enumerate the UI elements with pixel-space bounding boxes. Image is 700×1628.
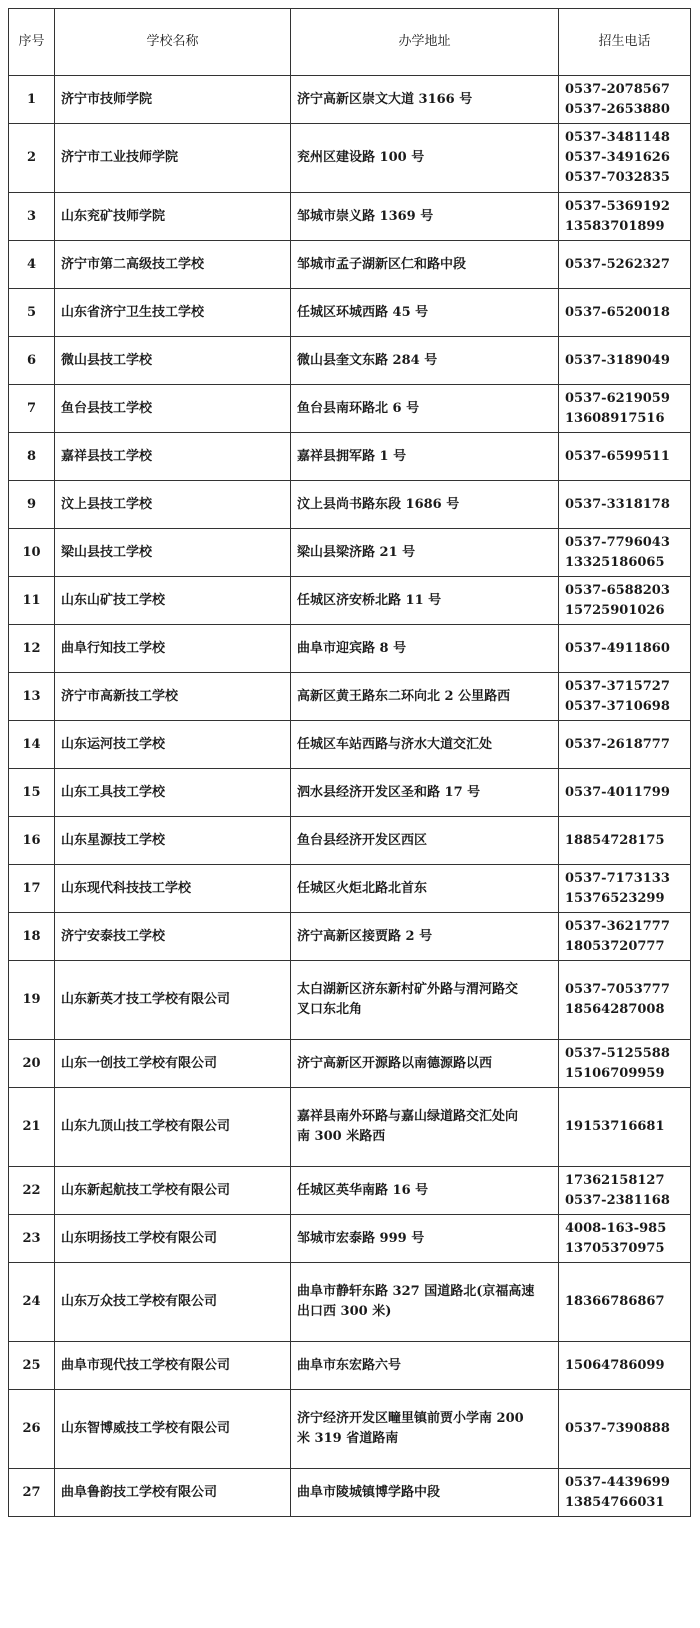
- cell-school-name: 曲阜行知技工学校: [55, 625, 291, 673]
- cell-address: [291, 865, 559, 913]
- phone-number: 0537-4911860: [565, 640, 670, 656]
- cell-address: [291, 529, 559, 577]
- cell-address: [291, 817, 559, 865]
- cell-address: [291, 1342, 559, 1390]
- phone-number: 0537-3715727: [565, 678, 670, 694]
- address-line: 济宁经济开发区疃里镇前贾小学南 200: [297, 1411, 524, 1426]
- cell-phone: [559, 721, 691, 769]
- cell-school-name: 嘉祥县技工学校: [55, 433, 291, 481]
- cell-no: 12: [9, 625, 55, 673]
- table-row: [9, 769, 691, 817]
- address-line: 任城区火炬北路北首东: [297, 880, 428, 896]
- cell-address: [291, 481, 559, 529]
- phone-number: 13325186065: [565, 554, 665, 570]
- cell-school-name: 山东省济宁卫生技工学校: [55, 289, 291, 337]
- table-row: [9, 1040, 691, 1088]
- address-line: 曲阜市东宏路六号: [297, 1357, 402, 1373]
- phone-number: 0537-2381168: [565, 1192, 670, 1208]
- cell-address: [291, 721, 559, 769]
- cell-school-name: 鱼台县技工学校: [55, 385, 291, 433]
- address-line: 米 319 省道路南: [297, 1431, 399, 1446]
- table-row: [9, 577, 691, 625]
- address-line: 太白湖新区济东新村矿外路与渭河路交: [297, 982, 519, 997]
- cell-no: 9: [9, 481, 55, 529]
- cell-address: [291, 1263, 559, 1342]
- school-table: [8, 8, 691, 1517]
- cell-school-name: 山东兖矿技师学院: [55, 193, 291, 241]
- table-row: [9, 961, 691, 1040]
- phone-number: 0537-2618777: [565, 736, 670, 752]
- address-line: 邹城市孟子湖新区仁和路中段: [297, 256, 467, 272]
- cell-phone: [559, 124, 691, 193]
- cell-address: [291, 76, 559, 124]
- cell-phone: [559, 577, 691, 625]
- phone-number: 15106709959: [565, 1065, 665, 1081]
- address-line: 邹城市崇义路 1369 号: [297, 208, 434, 224]
- cell-phone: [559, 337, 691, 385]
- address-line: 济宁高新区崇文大道 3166 号: [297, 91, 473, 107]
- cell-phone: [559, 865, 691, 913]
- cell-school-name: 济宁市技师学院: [55, 76, 291, 124]
- table-row: [9, 529, 691, 577]
- cell-address: [291, 433, 559, 481]
- table-row: [9, 1215, 691, 1263]
- phone-number: 4008-163-985: [565, 1220, 667, 1236]
- cell-address: [291, 673, 559, 721]
- phone-number: 0537-3621777: [565, 918, 670, 934]
- cell-phone: [559, 673, 691, 721]
- cell-address: [291, 1167, 559, 1215]
- cell-address: [291, 289, 559, 337]
- cell-phone: [559, 241, 691, 289]
- cell-no: 25: [9, 1342, 55, 1390]
- phone-number: 15725901026: [565, 602, 665, 618]
- table-row: [9, 1390, 691, 1469]
- cell-address: [291, 1469, 559, 1517]
- cell-address: [291, 769, 559, 817]
- cell-school-name: 山东新起航技工学校有限公司: [55, 1167, 291, 1215]
- cell-phone: [559, 433, 691, 481]
- phone-number: 18366786867: [565, 1294, 665, 1309]
- table-row: [9, 433, 691, 481]
- cell-address: [291, 124, 559, 193]
- table-row: [9, 865, 691, 913]
- cell-no: 8: [9, 433, 55, 481]
- cell-no: 18: [9, 913, 55, 961]
- cell-no: 26: [9, 1390, 55, 1469]
- phone-number: 17362158127: [565, 1172, 665, 1188]
- cell-address: [291, 193, 559, 241]
- address-line: 汶上县尚书路东段 1686 号: [297, 496, 460, 512]
- cell-no: 7: [9, 385, 55, 433]
- cell-school-name: 山东星源技工学校: [55, 817, 291, 865]
- address-line: 任城区英华南路 16 号: [297, 1182, 429, 1198]
- cell-school-name: 济宁市高新技工学校: [55, 673, 291, 721]
- cell-no: 23: [9, 1215, 55, 1263]
- address-line: 曲阜市迎宾路 8 号: [297, 640, 407, 656]
- phone-number: 0537-7173133: [565, 870, 670, 886]
- phone-number: 0537-3710698: [565, 698, 670, 714]
- cell-school-name: 山东明扬技工学校有限公司: [55, 1215, 291, 1263]
- phone-number: 0537-2653880: [565, 101, 670, 117]
- table-row: [9, 673, 691, 721]
- cell-school-name: 山东运河技工学校: [55, 721, 291, 769]
- address-line: 邹城市宏泰路 999 号: [297, 1230, 425, 1246]
- phone-number: 18564287008: [565, 1002, 665, 1017]
- cell-no: 2: [9, 124, 55, 193]
- cell-no: 5: [9, 289, 55, 337]
- cell-no: 27: [9, 1469, 55, 1517]
- cell-school-name: 曲阜市现代技工学校有限公司: [55, 1342, 291, 1390]
- cell-address: [291, 1390, 559, 1469]
- cell-phone: [559, 529, 691, 577]
- cell-school-name: 梁山县技工学校: [55, 529, 291, 577]
- cell-no: 4: [9, 241, 55, 289]
- phone-number: 0537-6599511: [565, 448, 670, 464]
- cell-phone: [559, 769, 691, 817]
- cell-school-name: 曲阜鲁韵技工学校有限公司: [55, 1469, 291, 1517]
- cell-no: 21: [9, 1088, 55, 1167]
- table-row: [9, 385, 691, 433]
- cell-phone: [559, 481, 691, 529]
- table-row: [9, 913, 691, 961]
- phone-number: 0537-2078567: [565, 81, 670, 97]
- cell-school-name: 山东九顶山技工学校有限公司: [55, 1088, 291, 1167]
- table-row: [9, 481, 691, 529]
- cell-phone: [559, 1342, 691, 1390]
- cell-no: 19: [9, 961, 55, 1040]
- address-line: 高新区黄王路东二环向北 2 公里路西: [297, 688, 511, 704]
- cell-no: 17: [9, 865, 55, 913]
- cell-phone: [559, 1040, 691, 1088]
- cell-school-name: 山东新英才技工学校有限公司: [55, 961, 291, 1040]
- address-line: 叉口东北角: [297, 1002, 363, 1017]
- cell-no: 22: [9, 1167, 55, 1215]
- cell-address: [291, 577, 559, 625]
- address-line: 嘉祥县南外环路与嘉山绿道路交汇处向: [297, 1109, 519, 1124]
- table-row: [9, 1469, 691, 1517]
- phone-number: 0537-3189049: [565, 352, 670, 368]
- table-row: [9, 337, 691, 385]
- cell-school-name: 山东山矿技工学校: [55, 577, 291, 625]
- phone-number: 13705370975: [565, 1240, 665, 1256]
- table-header-row: [9, 9, 691, 76]
- phone-number: 0537-7390888: [565, 1421, 670, 1436]
- cell-phone: [559, 1215, 691, 1263]
- table-row: [9, 241, 691, 289]
- cell-school-name: 微山县技工学校: [55, 337, 291, 385]
- cell-phone: [559, 1088, 691, 1167]
- address-line: 微山县奎文东路 284 号: [297, 352, 438, 368]
- address-line: 任城区环城西路 45 号: [297, 304, 429, 320]
- cell-school-name: 山东一创技工学校有限公司: [55, 1040, 291, 1088]
- cell-address: [291, 961, 559, 1040]
- cell-no: 13: [9, 673, 55, 721]
- address-line: 济宁高新区接贾路 2 号: [297, 928, 433, 944]
- table-row: [9, 817, 691, 865]
- address-line: 任城区济安桥北路 11 号: [297, 592, 442, 608]
- cell-address: [291, 1088, 559, 1167]
- address-line: 兖州区建设路 100 号: [297, 150, 425, 165]
- phone-number: 0537-3481148: [565, 130, 670, 145]
- phone-number: 0537-3491626: [565, 150, 670, 165]
- cell-school-name: 山东万众技工学校有限公司: [55, 1263, 291, 1342]
- address-line: 泗水县经济开发区圣和路 17 号: [297, 784, 481, 800]
- address-line: 鱼台县经济开发区西区: [297, 832, 428, 848]
- cell-phone: [559, 625, 691, 673]
- cell-phone: [559, 913, 691, 961]
- cell-school-name: 汶上县技工学校: [55, 481, 291, 529]
- phone-number: 0537-5369192: [565, 198, 670, 214]
- cell-no: 3: [9, 193, 55, 241]
- cell-phone: [559, 193, 691, 241]
- address-line: 嘉祥县拥军路 1 号: [297, 448, 407, 464]
- cell-no: 6: [9, 337, 55, 385]
- cell-school-name: 济宁市工业技师学院: [55, 124, 291, 193]
- header-no: 序号: [9, 9, 55, 76]
- table-row: [9, 1342, 691, 1390]
- address-line: 曲阜市静轩东路 327 国道路北(京福高速: [297, 1284, 535, 1299]
- phone-number: 13583701899: [565, 218, 665, 234]
- phone-number: 0537-5125588: [565, 1045, 670, 1061]
- cell-no: 10: [9, 529, 55, 577]
- phone-number: 18053720777: [565, 938, 665, 954]
- table-row: [9, 289, 691, 337]
- cell-phone: [559, 817, 691, 865]
- table-row: [9, 76, 691, 124]
- phone-number: 0537-6219059: [565, 390, 670, 406]
- cell-phone: [559, 961, 691, 1040]
- cell-school-name: 济宁安泰技工学校: [55, 913, 291, 961]
- cell-no: 1: [9, 76, 55, 124]
- table-row: [9, 625, 691, 673]
- cell-no: 15: [9, 769, 55, 817]
- address-line: 曲阜市陵城镇博学路中段: [297, 1484, 441, 1500]
- address-line: 济宁高新区开源路以南德源路以西: [297, 1055, 493, 1071]
- address-line: 南 300 米路西: [297, 1129, 386, 1144]
- phone-number: 0537-4011799: [565, 784, 670, 800]
- cell-phone: [559, 1390, 691, 1469]
- header-address: 办学地址: [291, 9, 559, 76]
- cell-school-name: 济宁市第二高级技工学校: [55, 241, 291, 289]
- phone-number: 0537-3318178: [565, 496, 670, 512]
- table-row: [9, 193, 691, 241]
- phone-number: 15376523299: [565, 890, 665, 906]
- table-row: [9, 721, 691, 769]
- cell-no: 11: [9, 577, 55, 625]
- cell-phone: [559, 1167, 691, 1215]
- phone-number: 19153716681: [565, 1119, 665, 1134]
- address-line: 任城区车站西路与济水大道交汇处: [297, 736, 493, 752]
- cell-no: 14: [9, 721, 55, 769]
- header-phone: 招生电话: [559, 9, 691, 76]
- cell-no: 24: [9, 1263, 55, 1342]
- cell-address: [291, 1040, 559, 1088]
- phone-number: 0537-4439699: [565, 1474, 670, 1490]
- phone-number: 0537-5262327: [565, 256, 670, 272]
- phone-number: 0537-7032835: [565, 170, 670, 185]
- phone-number: 15064786099: [565, 1357, 665, 1373]
- address-line: 出口西 300 米): [297, 1304, 392, 1319]
- phone-number: 0537-6520018: [565, 304, 670, 320]
- cell-phone: [559, 1263, 691, 1342]
- cell-address: [291, 625, 559, 673]
- table-row: [9, 1088, 691, 1167]
- address-line: 梁山县梁济路 21 号: [297, 544, 416, 560]
- address-line: 鱼台县南环路北 6 号: [297, 400, 420, 416]
- phone-number: 18854728175: [565, 832, 665, 848]
- phone-number: 0537-6588203: [565, 582, 670, 598]
- table-row: [9, 124, 691, 193]
- cell-address: [291, 913, 559, 961]
- cell-phone: [559, 76, 691, 124]
- cell-address: [291, 1215, 559, 1263]
- cell-address: [291, 385, 559, 433]
- phone-number: 0537-7796043: [565, 534, 670, 550]
- cell-address: [291, 337, 559, 385]
- phone-number: 0537-7053777: [565, 982, 670, 997]
- table-row: [9, 1167, 691, 1215]
- cell-phone: [559, 385, 691, 433]
- table-body: [9, 76, 691, 1517]
- phone-number: 13854766031: [565, 1494, 665, 1510]
- cell-no: 20: [9, 1040, 55, 1088]
- cell-phone: [559, 289, 691, 337]
- cell-school-name: 山东现代科技技工学校: [55, 865, 291, 913]
- cell-no: 16: [9, 817, 55, 865]
- table-row: [9, 1263, 691, 1342]
- cell-school-name: 山东智博威技工学校有限公司: [55, 1390, 291, 1469]
- cell-phone: [559, 1469, 691, 1517]
- header-name: 学校名称: [55, 9, 291, 76]
- phone-number: 13608917516: [565, 410, 665, 426]
- cell-address: [291, 241, 559, 289]
- cell-school-name: 山东工具技工学校: [55, 769, 291, 817]
